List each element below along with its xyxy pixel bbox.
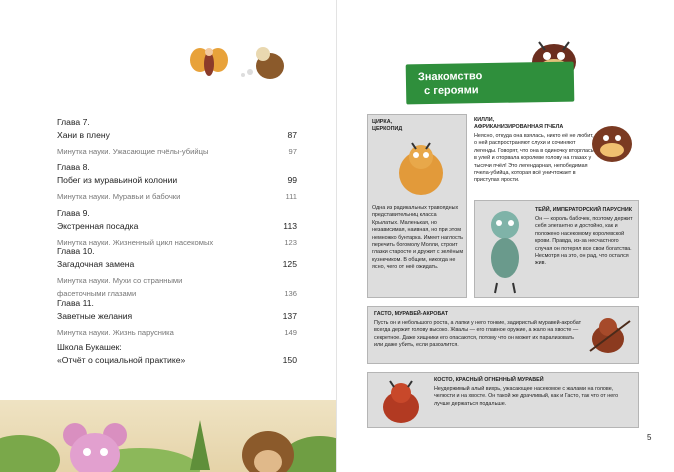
chapter-title: Заветные желания (57, 311, 133, 321)
science-minute-title: Минутка науки. Муравьи и бабочки (57, 192, 181, 201)
page-ref: 123 (284, 238, 297, 247)
chapter-title: Хани в плену (57, 130, 110, 140)
page-ref: 136 (284, 289, 297, 298)
character-name: ГАСТО, МУРАВЕЙ-АКРОБАТ (374, 311, 449, 317)
character-description: Неудержимый алый вихрь, ужасающее насекомое с жалами на голове, челюсти и на хвосте. Он такой же драчливый, как и Гасто, так что от него лучше держаться подальше. (434, 386, 619, 407)
character-name: КОСТО, КРАСНЫЙ ОГНЕННЫЙ МУРАВЕЙ (434, 377, 544, 383)
science-minute-title: Минутка науки. Мухи со странными (57, 276, 183, 285)
character-box-tei (474, 200, 639, 298)
character-box-kosto (367, 372, 639, 428)
character-box-tsirka (367, 114, 467, 298)
chapter-label: Глава 8. (57, 162, 90, 172)
science-minute-title: Минутка науки. Жизненный цикл насекомых (57, 238, 214, 247)
character-species: ЦЕРКОПИД (372, 126, 403, 132)
chapter-label: Глава 7. (57, 117, 90, 127)
science-minute-title: Минутка науки. Ужасающие пчёлы-убийцы (57, 147, 209, 156)
butterfly-and-bug-illustration (188, 42, 298, 84)
page-ref: 113 (283, 221, 297, 231)
chapter-label: Глава 9. (57, 208, 90, 218)
character-name: ТЕЙЙ, ИМПЕРАТОРСКИЙ ПАРУСНИК (535, 207, 633, 213)
character-box-killi (474, 114, 639, 198)
heading-line-2: с героями (424, 84, 479, 98)
character-name: ЦИРКА, (372, 119, 393, 125)
page-ref: 137 (282, 311, 297, 321)
page-ref: 87 (287, 130, 297, 140)
heading-line-1: Знакомство (417, 70, 483, 84)
page-ref: 111 (285, 192, 297, 201)
chapter-label: Школа Букашек: (57, 342, 122, 352)
section-heading (406, 62, 575, 105)
toc-entry (57, 297, 297, 339)
jungle-illustration (0, 400, 337, 472)
science-minute-title-cont: фасеточными глазами (57, 289, 137, 298)
chapter-title: Экстренная посадка (57, 221, 139, 231)
page-ref: 149 (284, 328, 297, 337)
character-description: Одна из радикальных травоядных представительниц класса Крылатых. Маленькая, но независимая, наивная, но при этом немножко бунтарка. Имеет наглость перечить богомолу Молли, строит глазки старосте и дружит с зелёным кузнечиком. В общем, никогда не ясно, чего от неё ожидать. (372, 205, 464, 271)
page-ref: 150 (282, 355, 297, 365)
character-description: Неясно, откуда она взялась, никто её не любит, о ней распространяют слухи и сочиняют легенды. Говорят, что она в одиночку вторглась в улей и оторвала королеве голову на глазах у тысячи пчёл! Это легендарная, непобедимая пчела-убийца, которая всё уничтожает в приступах ярости. (474, 133, 594, 184)
toc-entry (57, 245, 297, 300)
character-name: КИЛЛИ, (474, 117, 495, 123)
toc-entry (57, 207, 297, 249)
character-species: АФРИКАНИЗИРОВАННАЯ ПЧЕЛА (474, 124, 564, 130)
page-ref: 99 (287, 175, 297, 185)
chapter-label: Глава 11. (57, 298, 94, 308)
killer-bee-character-art (586, 116, 638, 166)
swallowtail-character-art (477, 203, 533, 295)
character-box-gasto (367, 306, 639, 364)
chapter-label: Глава 10. (57, 246, 95, 256)
character-description: Он — король бабочек, поэтому держит себя элегантно и достойно, как и положено насекомому королевской крови. Правда, из-за несчастного случая он потерял все свои богатства. Несмотря на это, он рад, что остался жив. (535, 216, 633, 267)
toc-entry (57, 161, 297, 203)
cercopid-character-art (392, 135, 450, 199)
jungle-characters-art (0, 400, 337, 472)
toc-entry (57, 116, 297, 158)
fire-ant-character-art (372, 375, 430, 427)
page-number: 5 (647, 433, 652, 442)
character-description: Пусть он и небольшого роста, а лапки у него тонкие, задиристый муравей-акробат всегда держит голову высоко. Жвалы — его главное оружие, а жало на хвосте — секретное. Даже хищники его опасаются, потому что он может их парализовать или даже убить, если разозлится. (374, 320, 582, 349)
page-ref: 125 (282, 259, 297, 269)
toc-entry (57, 341, 297, 367)
acrobat-ant-character-art (582, 311, 636, 359)
chapter-title: Загадочная замена (57, 259, 135, 269)
chapter-title: «Отчёт о социальной практике» (57, 355, 186, 365)
science-minute-title: Минутка науки. Жизнь парусника (57, 328, 174, 337)
chapter-title: Побег из муравьиной колонии (57, 175, 178, 185)
page-ref: 97 (288, 147, 297, 156)
